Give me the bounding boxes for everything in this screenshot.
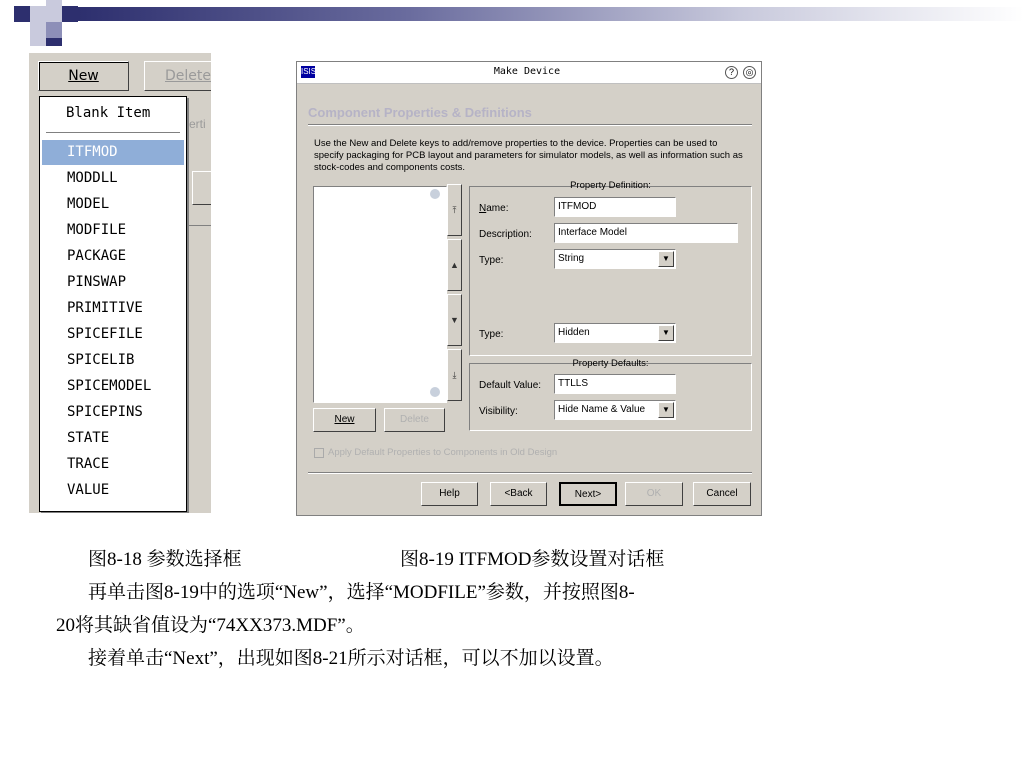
app-logo-icon: ISIS	[301, 67, 317, 76]
make-device-dialog	[296, 61, 762, 516]
move-up-button[interactable]: ▲	[447, 239, 462, 291]
dialog-titlebar	[297, 62, 761, 84]
parameter-selection-screenshot	[29, 53, 211, 513]
property-dropdown-menu[interactable]	[39, 96, 187, 512]
figure-caption-8-19: 图8-19 ITFMOD参数设置对话框	[400, 549, 665, 570]
menu-item[interactable]: SPICELIB	[67, 352, 135, 368]
visibility-select[interactable]: Hide Name & Value ▼	[554, 400, 676, 420]
banner-square-dark	[14, 6, 30, 22]
menu-separator	[46, 132, 180, 134]
body-text-line: 再单击图8-19中的选项“New”，选择“MODFILE”参数，并按照图8-	[88, 582, 635, 603]
ok-button[interactable]: OK	[625, 482, 683, 506]
name-input[interactable]: ITFMOD	[554, 197, 676, 217]
close-icon[interactable]: ◎	[743, 66, 756, 79]
banner-square-dark	[62, 6, 78, 22]
dialog-description: Use the New and Delete keys to add/remove properties to the device. Properties can be used to specify packaging for PCB layout and parameters for simulator models, as well as information such as stock-codes and components costs.	[314, 138, 743, 173]
chevron-down-icon[interactable]: ▼	[658, 402, 674, 418]
menu-item[interactable]: PINSWAP	[67, 274, 127, 290]
dialog-title: Make Device	[493, 66, 561, 77]
footer-divider	[308, 472, 752, 474]
next-button[interactable]: Next>	[559, 482, 617, 506]
default-value-label: Default Value:	[479, 380, 542, 391]
apply-defaults-checkbox[interactable]	[314, 448, 324, 458]
partial-button	[192, 171, 211, 205]
default-value-input[interactable]: TTLLS	[554, 374, 676, 394]
menu-item[interactable]: MODFILE	[67, 222, 127, 238]
type2-select[interactable]: Hidden ▼	[554, 323, 676, 343]
menu-item[interactable]: PACKAGE	[67, 248, 127, 264]
delete-button[interactable]: Delete	[144, 61, 211, 91]
menu-item[interactable]: PRIMITIVE	[67, 300, 143, 316]
section-divider	[308, 124, 752, 126]
visibility-label: Visibility:	[479, 406, 518, 417]
menu-item[interactable]: STATE	[67, 430, 110, 446]
chevron-down-icon[interactable]: ▼	[658, 325, 674, 341]
back-button[interactable]: <Back	[490, 482, 547, 506]
menu-item[interactable]: VALUE	[67, 482, 110, 498]
description-input[interactable]: Interface Model	[554, 223, 738, 243]
new-button[interactable]: New	[38, 61, 129, 91]
banner-square-light	[46, 0, 62, 22]
body-text-line: 接着单击“Next”，出现如图8-21所示对话框，可以不加以设置。	[88, 648, 614, 669]
list-scroll-knob	[430, 189, 440, 199]
banner-square-medium	[46, 22, 62, 38]
description-label: Description:	[479, 229, 532, 240]
panel-divider	[189, 225, 211, 226]
name-label: Name:	[479, 203, 509, 214]
banner-square-dark	[46, 38, 62, 46]
section-title: Component Properties & Definitions	[308, 105, 532, 120]
help-button[interactable]: Help	[421, 482, 478, 506]
property-list[interactable]	[313, 186, 447, 403]
slide-header-banner	[0, 0, 1024, 46]
chevron-down-icon[interactable]: ▼	[658, 251, 674, 267]
body-text-line: 20将其缺省值设为“74XX373.MDF”。	[56, 615, 365, 636]
figure-caption-8-18: 图8-18 参数选择框	[88, 549, 242, 570]
banner-square-light	[30, 22, 46, 38]
move-bottom-button[interactable]: ⤓	[447, 349, 462, 401]
partial-label: erti	[189, 117, 206, 131]
banner-gradient-bar	[78, 7, 1024, 21]
type2-label: Type:	[479, 329, 504, 340]
property-definition-label: Property Definition:	[570, 180, 651, 191]
cancel-button[interactable]: Cancel	[693, 482, 751, 506]
list-new-button[interactable]: New	[313, 408, 376, 432]
menu-item[interactable]: SPICEFILE	[67, 326, 143, 342]
menu-item[interactable]: SPICEMODEL	[67, 378, 152, 394]
menu-item[interactable]: MODDLL	[67, 170, 118, 186]
apply-defaults-label: Apply Default Properties to Components in Old Design	[328, 447, 558, 458]
menu-item[interactable]: ITFMOD	[42, 140, 184, 165]
banner-square-light	[30, 38, 46, 46]
move-down-button[interactable]: ▼	[447, 294, 462, 346]
type-select[interactable]: String ▼	[554, 249, 676, 269]
type-label: Type:	[479, 255, 504, 266]
property-defaults-label: Property Defaults:	[572, 358, 649, 369]
banner-square-light	[30, 6, 46, 22]
menu-item[interactable]: MODEL	[67, 196, 110, 212]
list-scroll-knob	[430, 387, 440, 397]
list-delete-button[interactable]: Delete	[384, 408, 445, 432]
menu-item[interactable]: TRACE	[67, 456, 110, 472]
menu-item[interactable]: SPICEPINS	[67, 404, 143, 420]
move-top-button[interactable]: ⤒	[447, 184, 462, 236]
help-icon[interactable]: ?	[725, 66, 738, 79]
menu-item-blank[interactable]: Blank Item	[66, 105, 151, 121]
